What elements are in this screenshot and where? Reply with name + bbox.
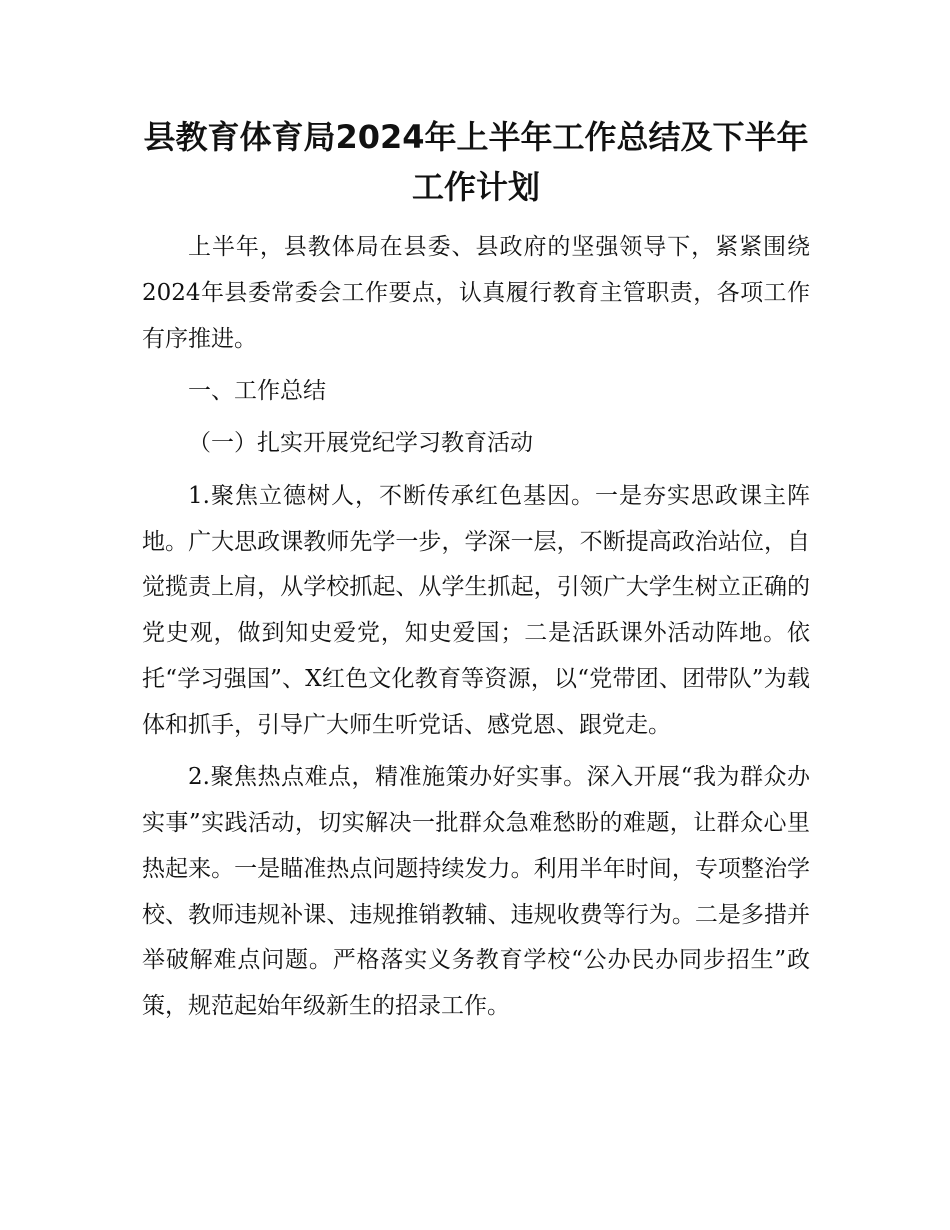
document-body (142, 112, 810, 1030)
section-heading: 一、工作总结 (188, 377, 326, 404)
body-paragraph-1: 1.聚焦立德树人，不断传承红色基因。一是夯实思政课主阵地。广大思政课教师先学一步，学深一层，不断提高政治站位，自觉揽责上肩，从学校抓起、从学生抓起，引领广大学生树立正确的党史观，做到知史爱党，知史爱国；二是活跃课外活动阵地。依托“学习强国”、X红色文化教育等资源，以“党带团、团带队”为载体和抓手，引导广大师生听党话、感党恩、跟党走。 (142, 482, 810, 738)
subsection-heading: （一）扎实开展党纪学习教育活动 (188, 430, 533, 457)
body-paragraph-2: 2.聚焦热点难点，精准施策办好实事。深入开展“我为群众办实事”实践活动，切实解决一批群众急难愁盼的难题，让群众心里热起来。一是瞄准热点问题持续发力。利用半年时间，专项整治学校、教师违规补课、违规推销教辅、违规收费等行为。二是多措并举破解难点问题。严格落实义务教育学校“公办民办同步招生”政策，规范起始年级新生的招录工作。 (142, 764, 810, 1020)
intro-paragraph: 上半年，县教体局在县委、县政府的坚强领导下，紧紧围绕2024年县委常委会工作要点，认真履行教育主管职责，各项工作有序推进。 (142, 234, 810, 352)
title-line-1: 县教育体育局2024年上半年工作总结及下半年 (143, 118, 809, 156)
title-line-2: 工作计划 (411, 168, 540, 206)
document-title (142, 112, 810, 212)
